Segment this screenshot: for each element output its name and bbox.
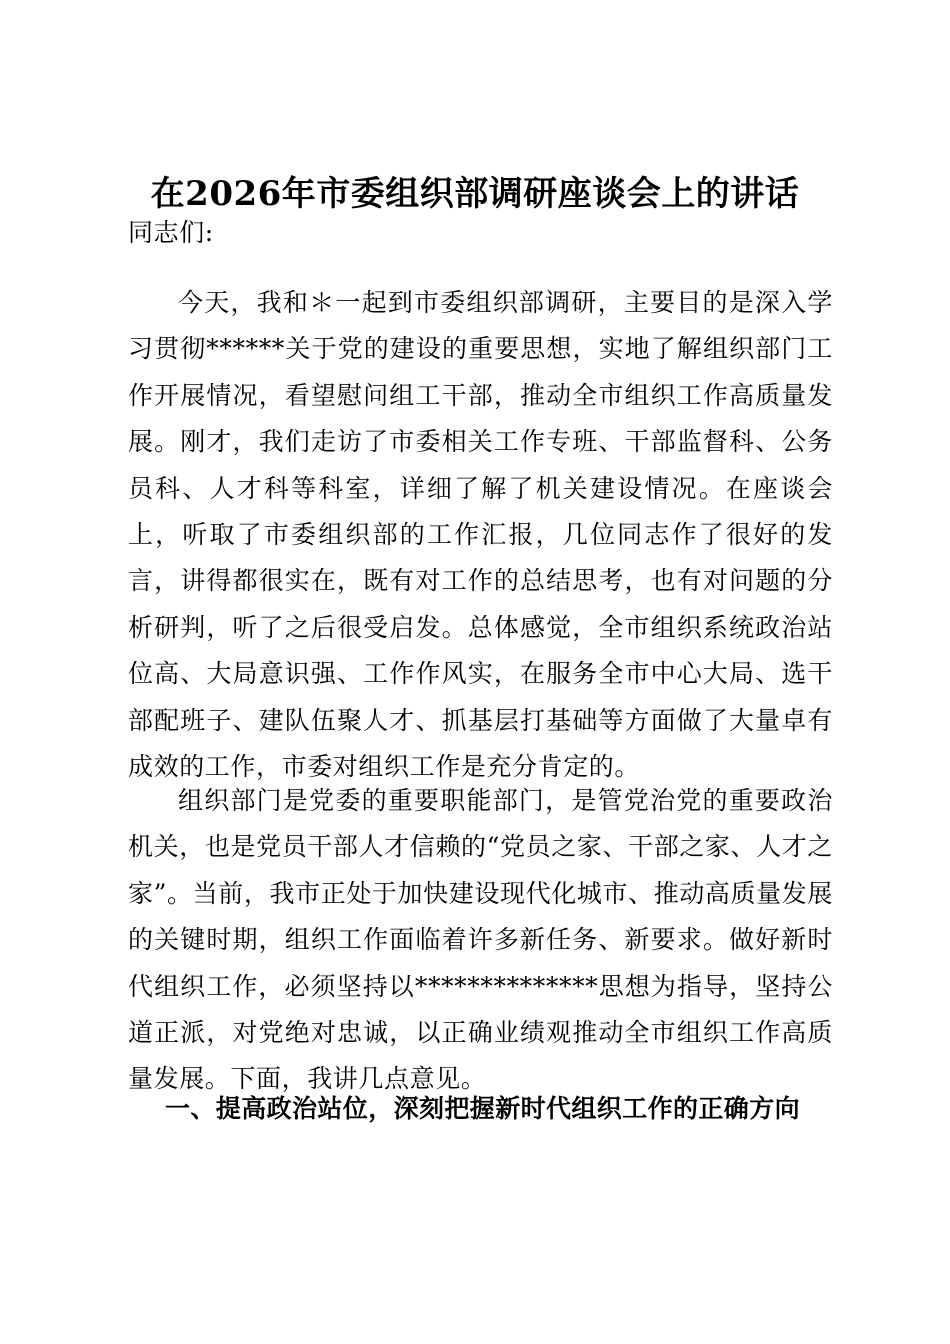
greeting: 同志们: <box>128 218 214 247</box>
paragraph-1: 今天，我和＊一起到市委组织部调研，主要目的是深入学习贯彻******关于党的建设的重要思想，实地了解组织部门工作开展情况，看望慰问组工干部，推动全市组织工作高质量发展。刚才，我们走访了市委相关工作专班、干部监督科、公务员科、人才科等科室，详细了解了机关建设情况。在座谈会上，听取了市委组织部的工作汇报，几位同志作了很好的发言，讲得都很实在，既有对工作的总结思考，也有对问题的分析研判，听了之后很受启发。总体感觉，全市组织系统政治站位高、大局意识强、工作作风实，在服务全市中心大局、选干部配班子、建队伍聚人才、抓基层打基础等方面做了大量卓有成效的工作，市委对组织工作是充分肯定的。 <box>128 288 833 782</box>
paragraph-2: 组织部门是党委的重要职能部门，是管党治党的重要政治机关，也是党员干部人才信赖的“党员之家、干部之家、人才之家”。当前，我市正处于加快建设现代化城市、推动高质量发展的关键时期，组织工作面临着许多新任务、新要求。做好新时代组织工作，必须坚持以**************思想为指导，坚持公道正派，对党绝对忠诚，以正确业绩观推动全市组织工作高质量发展。下面，我讲几点意见。 <box>128 786 833 1094</box>
section-heading-1: 一、提高政治站位，深刻把握新时代组织工作的正确方向 <box>165 1094 801 1123</box>
document-title: 在2026年市委组织部调研座谈会上的讲话 <box>150 174 800 214</box>
